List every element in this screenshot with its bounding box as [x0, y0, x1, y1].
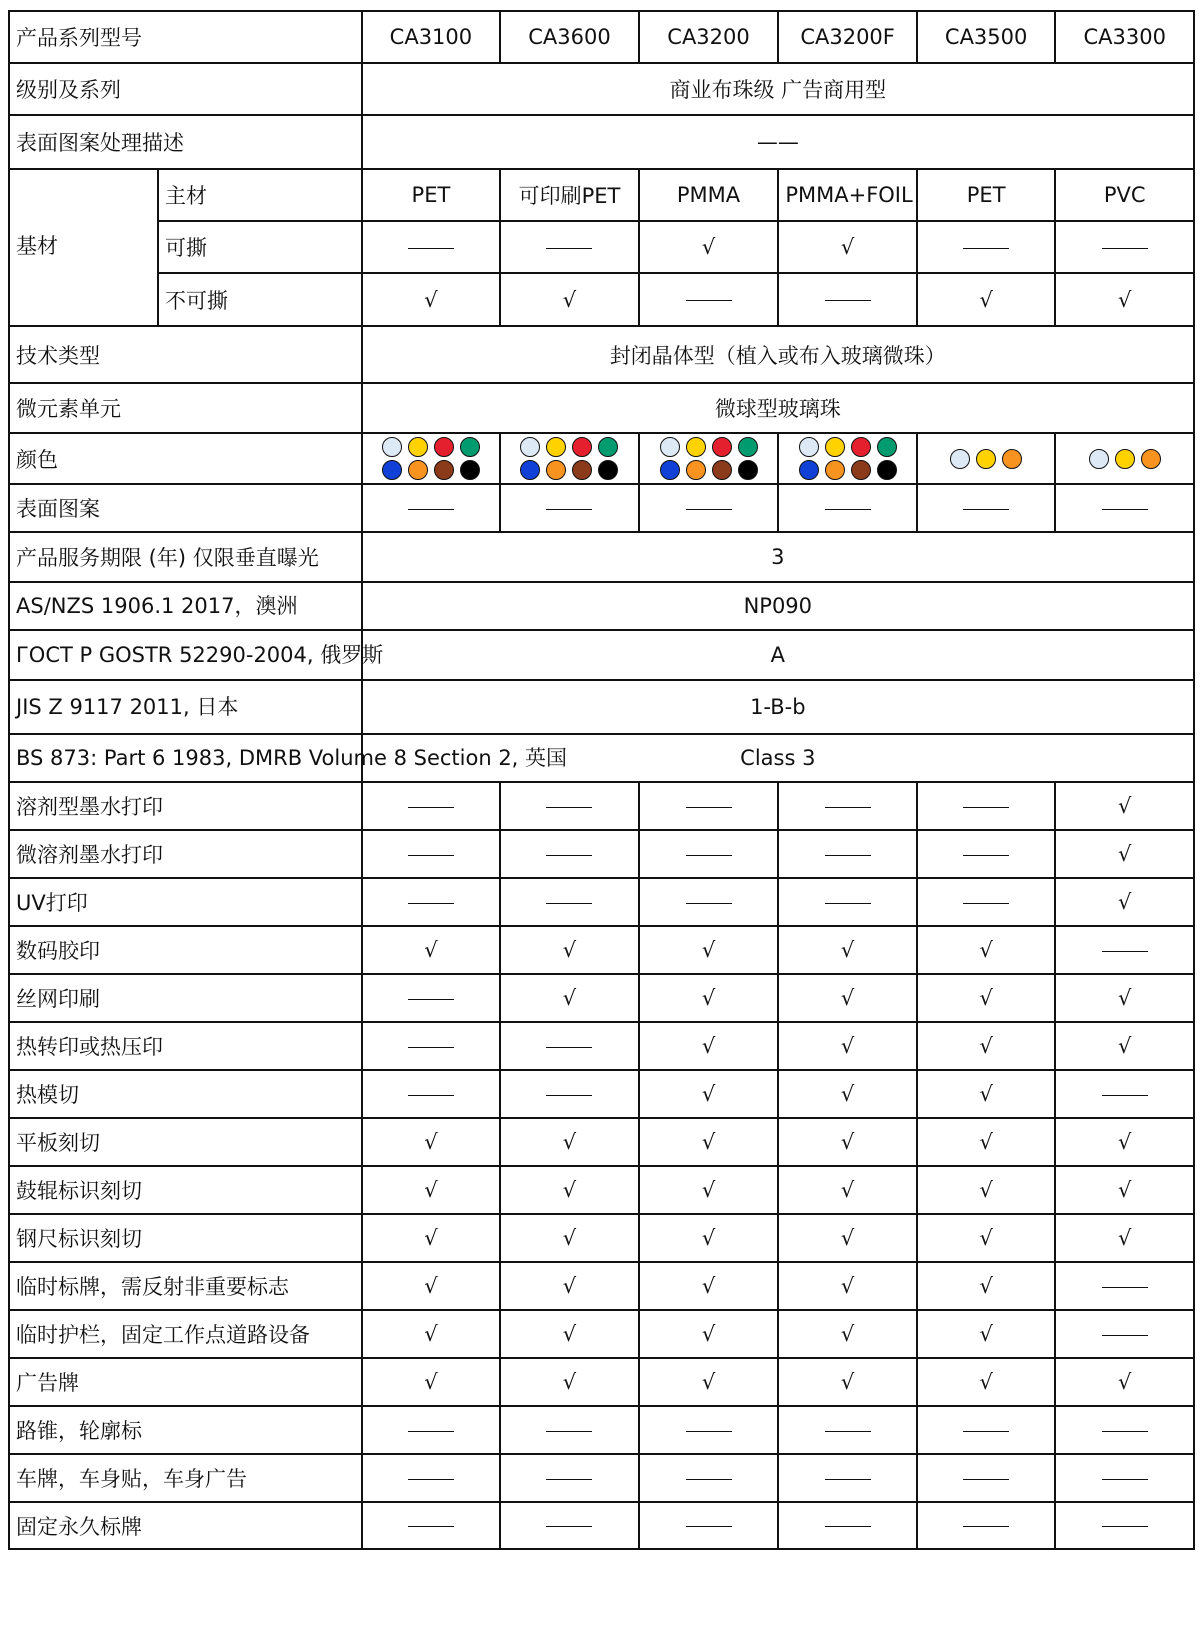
- application-label: 广告牌: [9, 1358, 362, 1406]
- model-name: CA3200: [639, 11, 779, 63]
- dash-mark: [963, 509, 1009, 510]
- application-label: 溶剂型墨水打印: [9, 782, 362, 830]
- color-dot-black: [877, 460, 897, 480]
- application-mark: √: [639, 1118, 779, 1166]
- dash-mark: [546, 1095, 592, 1096]
- dash-mark: [546, 248, 592, 249]
- dash-mark: [963, 1526, 1009, 1527]
- standard-value: A: [362, 630, 1194, 680]
- colors-row: [9, 433, 1194, 484]
- color-dot-white: [950, 449, 970, 469]
- application-mark: [778, 1406, 917, 1454]
- dash-mark: [825, 807, 871, 808]
- application-mark: [917, 830, 1056, 878]
- color-dot-orange: [1141, 449, 1161, 469]
- dash-mark: [686, 1526, 732, 1527]
- grade-label: 级别及系列: [9, 63, 362, 115]
- application-mark: [362, 1454, 501, 1502]
- application-mark: [500, 1454, 639, 1502]
- application-mark: [362, 1022, 501, 1070]
- standard-row: [9, 582, 1194, 630]
- application-mark: √: [917, 1358, 1056, 1406]
- tearable-mark: [917, 221, 1056, 273]
- application-mark: √: [778, 1022, 917, 1070]
- substrate-main-label: 主材: [158, 169, 362, 221]
- model-name: CA3500: [917, 11, 1056, 63]
- application-mark: [362, 830, 501, 878]
- micro-value: 微球型玻璃珠: [362, 383, 1194, 433]
- color-swatches: [778, 433, 917, 484]
- application-mark: √: [362, 926, 501, 974]
- dash-mark: [546, 509, 592, 510]
- substrate-main-value: PET: [362, 169, 501, 221]
- application-mark: √: [1055, 830, 1194, 878]
- application-mark: [778, 830, 917, 878]
- color-dot-orange: [546, 460, 566, 480]
- application-mark: √: [917, 1070, 1056, 1118]
- dash-mark: [686, 509, 732, 510]
- model-name: CA3600: [500, 11, 639, 63]
- application-mark: [362, 1070, 501, 1118]
- color-dot-white: [520, 437, 540, 457]
- application-mark: √: [639, 974, 779, 1022]
- application-row: [9, 1406, 1194, 1454]
- application-row: [9, 1118, 1194, 1166]
- application-mark: [639, 878, 779, 926]
- substrate-main-value: PMMA: [639, 169, 779, 221]
- service-value: 3: [362, 532, 1194, 582]
- application-mark: √: [362, 1214, 501, 1262]
- dash-mark: [1102, 509, 1148, 510]
- application-mark: √: [362, 1118, 501, 1166]
- surface-pattern-row: [9, 484, 1194, 532]
- application-mark: √: [1055, 1358, 1194, 1406]
- nontearable-mark: √: [1055, 273, 1194, 326]
- standard-value: Class 3: [362, 734, 1194, 782]
- application-row: [9, 1358, 1194, 1406]
- application-mark: [500, 1406, 639, 1454]
- color-swatches: [639, 433, 779, 484]
- dash-mark: [1102, 1095, 1148, 1096]
- color-dot-yellow: [976, 449, 996, 469]
- application-mark: √: [917, 1214, 1056, 1262]
- model-name: CA3200F: [778, 11, 917, 63]
- substrate-tearable-row: [9, 221, 1194, 273]
- color-dot-green: [877, 437, 897, 457]
- application-mark: √: [778, 1358, 917, 1406]
- application-mark: √: [639, 1070, 779, 1118]
- application-mark: [639, 1454, 779, 1502]
- substrate-nontearable-label: 不可撕: [158, 273, 362, 326]
- application-label: 临时标牌，需反射非重要标志: [9, 1262, 362, 1310]
- tearable-mark: [1055, 221, 1194, 273]
- dash-mark: [963, 807, 1009, 808]
- tearable-mark: √: [778, 221, 917, 273]
- tearable-mark: √: [639, 221, 779, 273]
- dash-mark: [546, 1526, 592, 1527]
- dash-mark: [963, 248, 1009, 249]
- application-row: [9, 1022, 1194, 1070]
- dash-mark: [408, 1047, 454, 1048]
- color-dot-yellow: [1115, 449, 1135, 469]
- application-mark: √: [778, 1262, 917, 1310]
- application-label: 热转印或热压印: [9, 1022, 362, 1070]
- nontearable-mark: √: [500, 273, 639, 326]
- nontearable-mark: [639, 273, 779, 326]
- dash-mark: [1102, 1287, 1148, 1288]
- application-row: [9, 830, 1194, 878]
- application-mark: √: [639, 1310, 779, 1358]
- nontearable-mark: √: [917, 273, 1056, 326]
- substrate-main-row: [9, 169, 1194, 221]
- color-dot-yellow: [686, 437, 706, 457]
- dash-mark: [546, 807, 592, 808]
- color-dot-blue: [520, 460, 540, 480]
- application-mark: √: [500, 926, 639, 974]
- application-mark: [362, 974, 501, 1022]
- application-label: UV打印: [9, 878, 362, 926]
- application-label: 平板刻切: [9, 1118, 362, 1166]
- application-label: 数码胶印: [9, 926, 362, 974]
- colors-label: 颜色: [9, 433, 362, 484]
- application-mark: [778, 1454, 917, 1502]
- standard-label: ГОСТ Р GOSTR 52290-2004, 俄罗斯: [9, 630, 362, 680]
- color-dot-white: [799, 437, 819, 457]
- dash-mark: [408, 855, 454, 856]
- nontearable-mark: √: [362, 273, 501, 326]
- dash-mark: [1102, 1431, 1148, 1432]
- color-dot-orange: [686, 460, 706, 480]
- application-row: [9, 926, 1194, 974]
- color-dot-brown: [572, 460, 592, 480]
- application-label: 微溶剂墨水打印: [9, 830, 362, 878]
- application-mark: √: [917, 974, 1056, 1022]
- standard-row: [9, 680, 1194, 734]
- dash-mark: [408, 248, 454, 249]
- surface-pattern-mark: [500, 484, 639, 532]
- surface-desc-row: [9, 115, 1194, 169]
- application-mark: √: [778, 974, 917, 1022]
- dash-mark: [408, 1095, 454, 1096]
- substrate-main-value: 可印刷PET: [500, 169, 639, 221]
- application-mark: √: [1055, 878, 1194, 926]
- dash-mark: [1102, 1335, 1148, 1336]
- surface-pattern-mark: [778, 484, 917, 532]
- application-mark: √: [362, 1310, 501, 1358]
- color-dot-white: [660, 437, 680, 457]
- standard-value: NP090: [362, 582, 1194, 630]
- dash-mark: [1102, 1479, 1148, 1480]
- color-swatches: [500, 433, 639, 484]
- color-dot-blue: [660, 460, 680, 480]
- grade-row: [9, 63, 1194, 115]
- service-label: 产品服务期限 (年) 仅限垂直曝光: [9, 532, 362, 582]
- application-mark: [500, 878, 639, 926]
- application-row: [9, 1262, 1194, 1310]
- surface-pattern-label: 表面图案: [9, 484, 362, 532]
- dash-mark: [1102, 951, 1148, 952]
- dash-mark: [686, 903, 732, 904]
- dash-mark: [825, 855, 871, 856]
- dash-mark: [686, 855, 732, 856]
- micro-row: [9, 383, 1194, 433]
- color-dot-red: [572, 437, 592, 457]
- application-mark: [917, 1406, 1056, 1454]
- application-mark: √: [1055, 1166, 1194, 1214]
- application-mark: [1055, 1070, 1194, 1118]
- dash-mark: [1102, 1526, 1148, 1527]
- application-mark: [639, 830, 779, 878]
- application-mark: √: [917, 1118, 1056, 1166]
- color-dot-red: [434, 437, 454, 457]
- dash-mark: [825, 300, 871, 301]
- tearable-mark: [500, 221, 639, 273]
- application-mark: √: [362, 1166, 501, 1214]
- substrate-main-value: PVC: [1055, 169, 1194, 221]
- dash-mark: [408, 1479, 454, 1480]
- color-dot-green: [738, 437, 758, 457]
- dash-mark: [408, 999, 454, 1000]
- color-dot-white: [1089, 449, 1109, 469]
- dash-mark: [686, 1431, 732, 1432]
- tech-label: 技术类型: [9, 326, 362, 383]
- application-mark: √: [639, 1262, 779, 1310]
- application-mark: √: [1055, 1214, 1194, 1262]
- application-label: 鼓辊标识刻切: [9, 1166, 362, 1214]
- application-label: 临时护栏，固定工作点道路设备: [9, 1310, 362, 1358]
- color-swatches: [362, 433, 501, 484]
- surface-desc-label: 表面图案处理描述: [9, 115, 362, 169]
- application-mark: √: [639, 1358, 779, 1406]
- application-mark: [500, 830, 639, 878]
- surface-pattern-mark: [639, 484, 779, 532]
- standard-row: [9, 630, 1194, 680]
- application-mark: [1055, 1406, 1194, 1454]
- application-row: [9, 1166, 1194, 1214]
- application-mark: √: [1055, 782, 1194, 830]
- application-mark: √: [500, 1262, 639, 1310]
- dash-mark: [546, 903, 592, 904]
- application-label: 钢尺标识刻切: [9, 1214, 362, 1262]
- dash-mark: [546, 1047, 592, 1048]
- dash-mark: [825, 903, 871, 904]
- surface-desc-value: ——: [362, 115, 1194, 169]
- application-label: 路锥，轮廓标: [9, 1406, 362, 1454]
- application-mark: √: [917, 926, 1056, 974]
- header-label: 产品系列型号: [9, 11, 362, 63]
- nontearable-mark: [778, 273, 917, 326]
- application-mark: [500, 1022, 639, 1070]
- dash-mark: [546, 855, 592, 856]
- dash-mark: [408, 1526, 454, 1527]
- application-mark: √: [500, 1166, 639, 1214]
- application-mark: √: [917, 1310, 1056, 1358]
- application-mark: √: [500, 1358, 639, 1406]
- application-mark: [917, 878, 1056, 926]
- application-mark: [639, 782, 779, 830]
- color-dot-black: [598, 460, 618, 480]
- tech-row: [9, 326, 1194, 383]
- dash-mark: [963, 903, 1009, 904]
- standard-row: [9, 734, 1194, 782]
- application-mark: [778, 1502, 917, 1549]
- application-mark: [1055, 1454, 1194, 1502]
- color-dot-black: [738, 460, 758, 480]
- substrate-nontearable-row: [9, 273, 1194, 326]
- application-mark: √: [778, 1214, 917, 1262]
- application-row: [9, 974, 1194, 1022]
- substrate-label: 基材: [9, 169, 158, 326]
- standard-label: BS 873: Part 6 1983, DMRB Volume 8 Section 2, 英国: [9, 734, 362, 782]
- dash-mark: [963, 1431, 1009, 1432]
- application-mark: √: [917, 1022, 1056, 1070]
- substrate-main-value: PMMA+FOIL: [778, 169, 917, 221]
- color-dot-yellow: [546, 437, 566, 457]
- application-label: 热模切: [9, 1070, 362, 1118]
- application-mark: √: [639, 926, 779, 974]
- color-dot-red: [851, 437, 871, 457]
- model-name: CA3100: [362, 11, 501, 63]
- application-mark: [917, 1502, 1056, 1549]
- application-mark: √: [917, 1262, 1056, 1310]
- color-dot-blue: [799, 460, 819, 480]
- dash-mark: [963, 855, 1009, 856]
- tearable-mark: [362, 221, 501, 273]
- application-row: [9, 1502, 1194, 1549]
- color-dot-green: [598, 437, 618, 457]
- color-dot-green: [460, 437, 480, 457]
- grade-value: 商业布珠级 广告商用型: [362, 63, 1194, 115]
- dash-mark: [825, 1479, 871, 1480]
- application-mark: √: [1055, 974, 1194, 1022]
- application-mark: √: [362, 1262, 501, 1310]
- standard-label: AS/NZS 1906.1 2017，澳洲: [9, 582, 362, 630]
- application-mark: [639, 1502, 779, 1549]
- color-dot-orange: [825, 460, 845, 480]
- application-mark: √: [917, 1166, 1056, 1214]
- substrate-tearable-label: 可撕: [158, 221, 362, 273]
- tech-value: 封闭晶体型（植入或布入玻璃微珠）: [362, 326, 1194, 383]
- application-mark: √: [778, 926, 917, 974]
- dash-mark: [825, 1431, 871, 1432]
- color-swatches: [1055, 433, 1194, 484]
- application-label: 丝网印刷: [9, 974, 362, 1022]
- color-dot-white: [382, 437, 402, 457]
- application-mark: √: [778, 1118, 917, 1166]
- dash-mark: [686, 807, 732, 808]
- application-mark: [362, 1502, 501, 1549]
- surface-pattern-mark: [1055, 484, 1194, 532]
- application-mark: [1055, 926, 1194, 974]
- application-label: 车牌，车身贴，车身广告: [9, 1454, 362, 1502]
- application-row: [9, 782, 1194, 830]
- application-mark: [500, 782, 639, 830]
- dash-mark: [963, 1479, 1009, 1480]
- application-mark: √: [778, 1166, 917, 1214]
- substrate-main-value: PET: [917, 169, 1056, 221]
- application-mark: √: [500, 1310, 639, 1358]
- application-mark: [500, 1502, 639, 1549]
- application-mark: [362, 782, 501, 830]
- application-mark: [778, 782, 917, 830]
- service-row: [9, 532, 1194, 582]
- dash-mark: [546, 1479, 592, 1480]
- color-dot-blue: [382, 460, 402, 480]
- application-mark: √: [500, 1214, 639, 1262]
- dash-mark: [825, 509, 871, 510]
- color-dot-yellow: [408, 437, 428, 457]
- micro-label: 微元素单元: [9, 383, 362, 433]
- application-mark: [362, 878, 501, 926]
- color-dot-orange: [1002, 449, 1022, 469]
- application-mark: √: [362, 1358, 501, 1406]
- application-mark: √: [639, 1022, 779, 1070]
- dash-mark: [825, 1526, 871, 1527]
- application-row: [9, 1214, 1194, 1262]
- application-mark: [1055, 1310, 1194, 1358]
- model-name: CA3300: [1055, 11, 1194, 63]
- application-mark: [639, 1406, 779, 1454]
- application-mark: [917, 782, 1056, 830]
- color-dot-red: [712, 437, 732, 457]
- header-row: [9, 11, 1194, 63]
- application-mark: √: [1055, 1118, 1194, 1166]
- dash-mark: [408, 509, 454, 510]
- application-mark: √: [1055, 1022, 1194, 1070]
- application-mark: √: [778, 1310, 917, 1358]
- application-row: [9, 1070, 1194, 1118]
- dash-mark: [686, 1479, 732, 1480]
- application-mark: √: [778, 1070, 917, 1118]
- application-mark: √: [639, 1166, 779, 1214]
- color-dot-brown: [434, 460, 454, 480]
- color-swatches: [917, 433, 1056, 484]
- dash-mark: [686, 300, 732, 301]
- application-mark: [917, 1454, 1056, 1502]
- dash-mark: [1102, 248, 1148, 249]
- standard-label: JIS Z 9117 2011, 日本: [9, 680, 362, 734]
- application-row: [9, 1454, 1194, 1502]
- dash-mark: [408, 903, 454, 904]
- application-mark: √: [639, 1214, 779, 1262]
- application-mark: [362, 1406, 501, 1454]
- color-dot-brown: [851, 460, 871, 480]
- dash-mark: [408, 1431, 454, 1432]
- application-mark: √: [500, 1118, 639, 1166]
- surface-pattern-mark: [917, 484, 1056, 532]
- color-dot-black: [460, 460, 480, 480]
- surface-pattern-mark: [362, 484, 501, 532]
- application-mark: [1055, 1502, 1194, 1549]
- application-mark: [778, 878, 917, 926]
- color-dot-orange: [408, 460, 428, 480]
- dash-mark: [408, 807, 454, 808]
- application-row: [9, 878, 1194, 926]
- dash-mark: [546, 1431, 592, 1432]
- color-dot-yellow: [825, 437, 845, 457]
- application-mark: √: [500, 974, 639, 1022]
- application-row: [9, 1310, 1194, 1358]
- application-mark: [1055, 1262, 1194, 1310]
- standard-value: 1-B-b: [362, 680, 1194, 734]
- color-dot-brown: [712, 460, 732, 480]
- application-mark: [500, 1070, 639, 1118]
- application-label: 固定永久标牌: [9, 1502, 362, 1549]
- spec-table: [8, 10, 1195, 1550]
